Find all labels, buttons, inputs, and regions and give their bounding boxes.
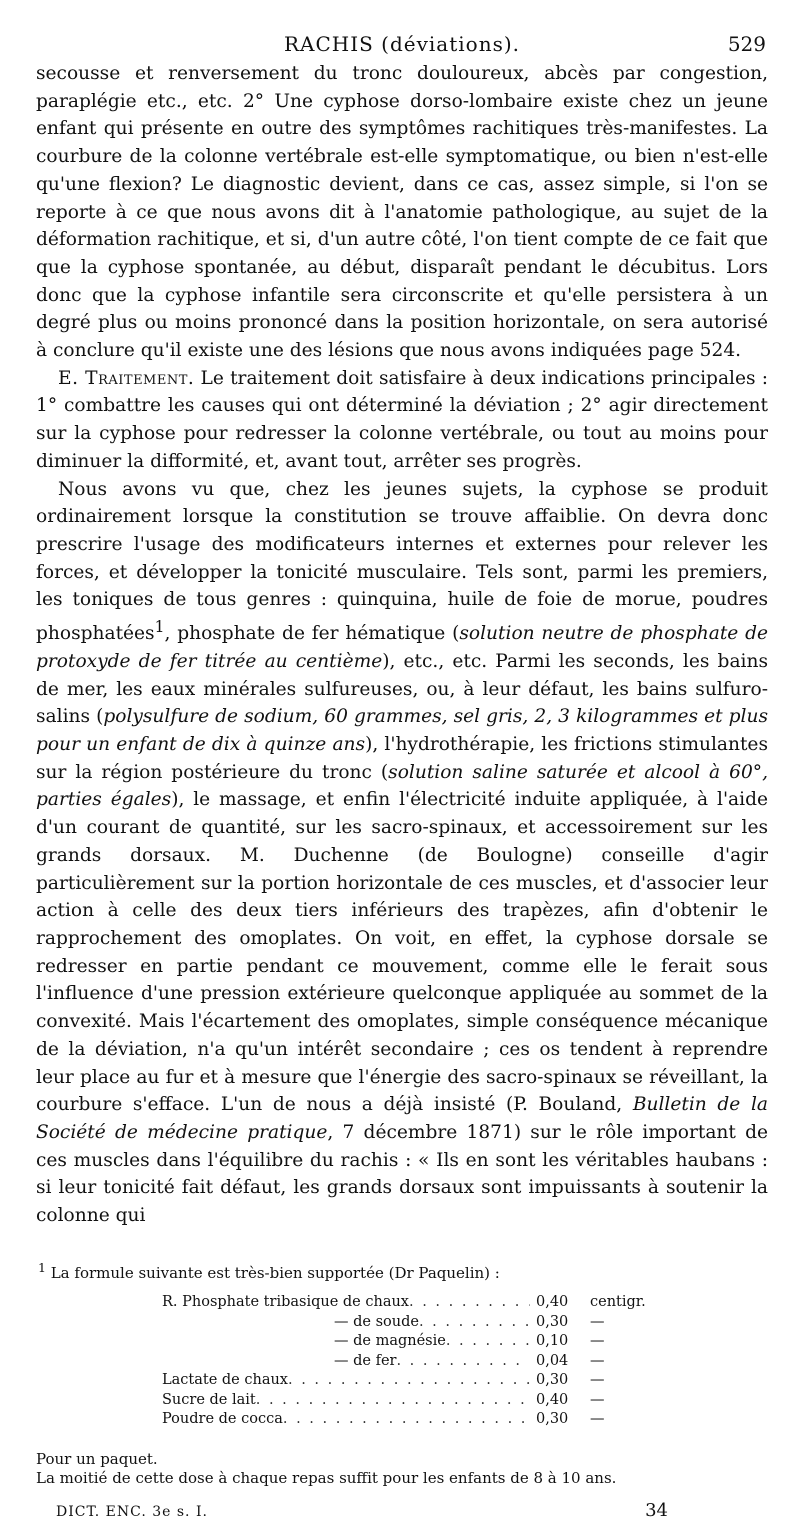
page-number: 529 bbox=[727, 32, 766, 56]
formula-row bbox=[162, 1410, 652, 1430]
formula-table bbox=[162, 1293, 652, 1430]
p3-text-f: , 7 décembre 1871) sur le rôle important de ces muscles dans l'équilibre du rachis : « Ils en sont les véritables haubans : si leur tonicité fait défaut, les grands dorsaux sont impuissants à soutenir la colonne qui bbox=[36, 1121, 768, 1227]
leader-dots bbox=[288, 1371, 530, 1391]
leader-dots bbox=[446, 1332, 530, 1352]
p3-italic-2: polysulfure de sodium, 60 grammes, sel gris, 2, 3 kilogrammes et plus pour un enfant de dix à quinze ans bbox=[36, 706, 768, 756]
formula-ingredient: R. Phosphate tribasique de chaux bbox=[162, 1294, 409, 1311]
leader-dots bbox=[419, 1313, 530, 1333]
footnote-block bbox=[36, 1258, 768, 1488]
formula-ingredient: — de magnésie bbox=[334, 1333, 446, 1350]
formula-quantity: 0,30 bbox=[536, 1313, 569, 1330]
footnote-marker: 1 bbox=[38, 1259, 46, 1275]
formula-ingredient: Sucre de lait bbox=[162, 1391, 256, 1408]
paragraph-2 bbox=[36, 365, 768, 476]
formula-quantity: 0,30 bbox=[536, 1372, 569, 1389]
footnote-note-2: La moitié de cette dose à chaque repas suffit pour les enfants de 8 à 10 ans. bbox=[36, 1468, 617, 1487]
p3-italic-3: solution saline saturée et alcool à 60°, parties égales bbox=[36, 761, 768, 811]
formula-row bbox=[162, 1371, 652, 1391]
formula-quantity: 0,04 bbox=[536, 1352, 569, 1369]
formula-quantity: 0,40 bbox=[536, 1391, 569, 1408]
leader-dots bbox=[409, 1293, 530, 1313]
leader-dots bbox=[256, 1391, 530, 1411]
footnote-intro bbox=[36, 1258, 768, 1284]
footnote-notes bbox=[36, 1450, 768, 1488]
p3-text-d: ), l'hydrothérapie, les frictions stimulantes sur la région postérieure du tronc ( bbox=[36, 734, 768, 783]
p3-text-c: ), etc., etc. Parmi les seconds, les bains de mer, les eaux minérales sulfureuses, ou, à leur défaut, les bains sulfuro-salins ( bbox=[36, 650, 768, 728]
formula-ingredient: — de fer bbox=[334, 1352, 397, 1369]
footnote-intro-text: La formule suivante est très-bien supportée (Dr Paquelin) : bbox=[45, 1263, 500, 1282]
p3-italic-1: solution neutre de phosphate de protoxyde de fer titrée au centième bbox=[36, 623, 768, 672]
formula-row bbox=[162, 1352, 652, 1372]
formula-ingredient: Lactate de chaux bbox=[162, 1372, 288, 1389]
formula-unit: — bbox=[590, 1352, 605, 1369]
formula-unit: — bbox=[590, 1391, 605, 1408]
paragraph-1: secousse et renversement du tronc douloureux, abcès par congestion, paraplégie etc., etc. 2° Une cyphose dorso-lombaire existe chez un jeune enfant qui présente en outre des symptômes rachitiques très-manifestes. La courbure de la colonne vertébrale est-elle symptomatique, ou bien n'est-elle qu'une flexion? Le diagnostic devient, dans ce cas, assez simple, si l'on se reporte à ce que nous avons dit à l'anatomie pathologique, au sujet de la déformation rachitique, et si, d'un autre côté, l'on tient compte de ce fait que que la cyphose spontanée, au début, disparaît pendant le décubitus. Lors donc que la cyphose infantile sera circonscrite et qu'elle persistera à un degré plus ou moins prononcé dans la position horizontale, on sera autorisé à conclure qu'il existe une des lésions que nous avons indiquées page 524. bbox=[36, 63, 768, 362]
running-header bbox=[36, 30, 768, 60]
formula-unit: — bbox=[590, 1411, 605, 1428]
formula-ingredient: — de soude bbox=[334, 1313, 419, 1330]
document-page bbox=[36, 30, 768, 1522]
paragraph-2-text: Le traitement doit satisfaire à deux indications principales : 1° combattre les causes qui ont déterminé la déviation ; 2° agir directement sur la cyphose pour redresser la colonne vertébrale, ou tout au moins pour diminuer la difformité, et, avant tout, arrêter ses progrès. bbox=[36, 367, 769, 472]
leader-dots bbox=[283, 1410, 530, 1430]
sheet-number: 34 bbox=[645, 1499, 668, 1521]
formula-quantity: 0,30 bbox=[536, 1411, 569, 1428]
printer-signature: DICT. ENC. 3e s. I. bbox=[56, 1503, 208, 1520]
footnote-note-1: Pour un paquet. bbox=[36, 1449, 158, 1468]
formula-row bbox=[162, 1293, 652, 1313]
formula-unit: centigr. bbox=[590, 1294, 646, 1311]
formula-unit: — bbox=[590, 1313, 605, 1330]
leader-dots bbox=[396, 1352, 530, 1372]
p3-text-e: ), le massage, et enfin l'électricité induite appliquée, à l'aide d'un courant de quantité, sur les sacro-spinaux, et accessoirement sur les grands dorsaux. M. Duchenne (de Boulogne) conseille d'agir particulièrement sur la portion horizontale de ces muscles, et d'associer leur action à celle des deux tiers inférieurs des trapèzes, afin d'obtenir le rapprochement des omoplates. On voit, en effet, la cyphose dorsale se redresser en partie pendant ce mouvement, comme elle le ferait sous l'influence d'une pression extérieure quelconque appliquée au sommet de la convexité. Mais l'écartement des omoplates, simple conséquence mécanique de la déviation, n'a qu'un intérêt secondaire ; ces os tendent à reprendre leur place au fur et à mesure que l'énergie des sacro-spinaux se réveillant, la courbure s'efface. L'un de nous a déjà insisté (P. Bouland, bbox=[36, 789, 768, 1116]
formula-unit: — bbox=[590, 1333, 605, 1350]
page-footer bbox=[36, 1500, 768, 1522]
footnote-reference: 1 bbox=[154, 618, 165, 637]
formula-row bbox=[162, 1391, 652, 1411]
formula-ingredient: Poudre de cocca bbox=[162, 1411, 283, 1428]
formula-quantity: 0,10 bbox=[536, 1333, 569, 1350]
paragraph-3 bbox=[36, 476, 768, 1230]
p3-text-a: Nous avons vu que, chez les jeunes sujets, la cyphose se produit ordinairement lorsque la constitution se trouve affaiblie. On devra donc prescrire l'usage des modificateurs internes et externes pour relever les forces, et développer la tonicité musculaire. Tels sont, parmi les premiers, les toniques de tous genres : quinquina, huile de foie de morue, poudres phosphatées bbox=[36, 478, 768, 645]
running-title: RACHIS (déviations). bbox=[283, 32, 521, 56]
formula-quantity: 0,40 bbox=[536, 1294, 569, 1311]
section-label: E. Traitement. bbox=[58, 367, 195, 389]
formula-unit: — bbox=[590, 1372, 605, 1389]
body-text bbox=[36, 60, 768, 1230]
formula-row bbox=[162, 1313, 652, 1333]
p3-text-b: , phosphate de fer hématique ( bbox=[164, 623, 460, 645]
p3-italic-4: Bulletin de la Société de médecine pratique bbox=[36, 1094, 768, 1143]
formula-row bbox=[162, 1332, 652, 1352]
